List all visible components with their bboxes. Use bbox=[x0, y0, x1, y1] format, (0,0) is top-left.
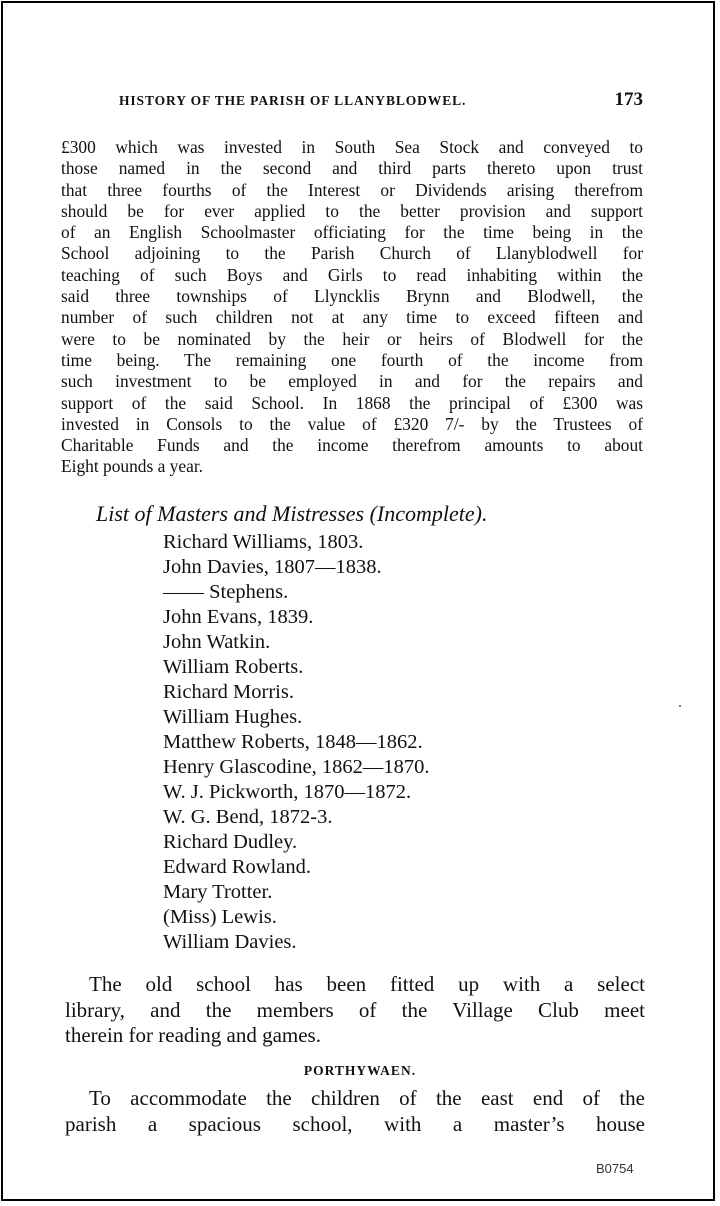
section-heading: PORTHYWAEN. bbox=[303, 1063, 417, 1078]
master-entry: Mary Trotter. bbox=[163, 881, 273, 903]
master-entry: Henry Glascodine, 1862—1870. bbox=[163, 756, 430, 778]
masters-list bbox=[163, 530, 429, 955]
text-line: £300 which was invested in South Sea Stock and conveyed to bbox=[61, 137, 643, 157]
master-entry: —— Stephens. bbox=[163, 581, 289, 603]
master-entry: William Roberts. bbox=[163, 656, 304, 678]
text-line: Eight pounds a year. bbox=[61, 456, 203, 477]
text-line: of an English Schoolmaster officiating for the time being in the bbox=[61, 222, 643, 243]
text-line: were to be nominated by the heir or heirs of Blodwell for the bbox=[61, 328, 643, 349]
text-line: such investment to be employed in and for the repairs and bbox=[61, 371, 643, 392]
page-number: 173 bbox=[614, 89, 643, 110]
master-entry: W. J. Pickworth, 1870—1872. bbox=[163, 781, 412, 803]
text-line: said three townships of Llyncklis Brynn and Blodwell, the bbox=[61, 286, 643, 307]
page-header bbox=[119, 89, 643, 113]
text-line: number of such children not at any time to exceed fifteen and bbox=[61, 307, 643, 328]
text-line: The old school has been fitted up with a select bbox=[89, 972, 645, 996]
text-line: that three fourths of the Interest or Dividends arising therefrom bbox=[61, 179, 643, 200]
master-entry: Matthew Roberts, 1848—1862. bbox=[163, 731, 423, 753]
text-line: teaching of such Boys and Girls to read inhabiting within the bbox=[61, 264, 643, 285]
master-entry: John Evans, 1839. bbox=[163, 606, 314, 628]
master-entry: Richard Williams, 1803. bbox=[163, 531, 364, 553]
text-line: invested in Consols to the value of £320 7/- by the Trustees of bbox=[61, 413, 643, 434]
master-entry: (Miss) Lewis. bbox=[163, 906, 277, 928]
text-line: To accommodate the children of the east end of the bbox=[89, 1086, 645, 1110]
running-title: HISTORY OF THE PARISH OF LLANYBLODWEL. bbox=[119, 93, 467, 108]
master-entry: W. G. Bend, 1872-3. bbox=[163, 806, 333, 828]
text-line: those named in the second and third parts thereto upon trust bbox=[61, 158, 643, 179]
text-line: Charitable Funds and the income therefrom amounts to about bbox=[61, 435, 643, 456]
master-entry: William Hughes. bbox=[163, 706, 303, 728]
text-line: should be for ever applied to the better provision and support bbox=[61, 200, 643, 221]
text-line: therein for reading and games. bbox=[65, 1023, 321, 1047]
page-code: B0754 bbox=[596, 1161, 634, 1176]
master-entry: William Davies. bbox=[163, 931, 297, 953]
charity-paragraph bbox=[61, 137, 643, 478]
masters-list-heading: List of Masters and Mistresses (Incomplete). bbox=[96, 501, 488, 526]
text-line: School adjoining to the Parish Church of Llanyblodwell for bbox=[61, 243, 643, 264]
text-line: support of the said School. In 1868 the principal of £300 was bbox=[61, 392, 643, 413]
text-line: parish a spacious school, with a master’s house bbox=[65, 1112, 645, 1136]
print-speck bbox=[679, 705, 681, 707]
master-entry: Richard Morris. bbox=[163, 681, 294, 703]
text-line: time being. The remaining one fourth of the income from bbox=[61, 349, 643, 370]
master-entry: Edward Rowland. bbox=[163, 856, 312, 878]
library-paragraph bbox=[65, 972, 645, 1049]
master-entry: John Davies, 1807—1838. bbox=[163, 556, 382, 578]
porthywaen-paragraph bbox=[65, 1085, 645, 1137]
master-entry: John Watkin. bbox=[163, 631, 271, 653]
text-line: library, and the members of the Village Club meet bbox=[65, 997, 645, 1022]
master-entry: Richard Dudley. bbox=[163, 831, 298, 853]
book-page bbox=[1, 1, 715, 1201]
